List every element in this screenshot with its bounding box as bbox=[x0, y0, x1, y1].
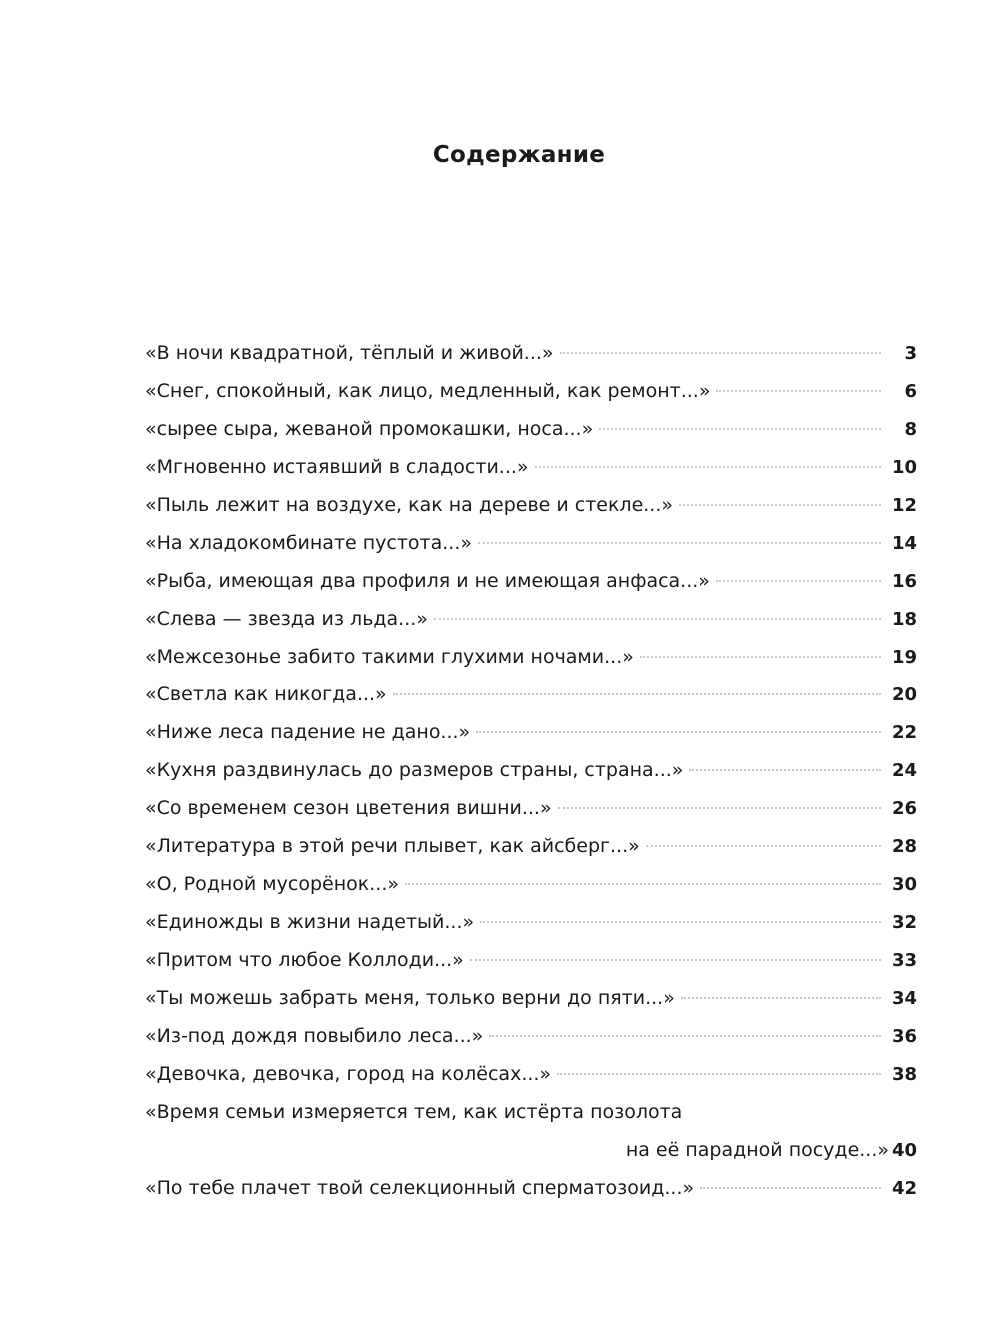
toc-page-number: 30 bbox=[891, 874, 917, 896]
toc-entry-title: «Со временем сезон цветения вишни...» bbox=[145, 797, 552, 820]
dot-leader bbox=[681, 997, 881, 999]
toc-entry[interactable] bbox=[145, 866, 917, 904]
toc-entry[interactable] bbox=[145, 601, 917, 639]
toc-page-number: 42 bbox=[891, 1177, 917, 1199]
toc-entry-title: «Единожды в жизни надетый...» bbox=[145, 911, 475, 934]
dot-leader bbox=[599, 428, 881, 430]
toc-entry[interactable] bbox=[145, 942, 917, 980]
toc-page-number: 12 bbox=[891, 494, 917, 516]
dot-leader bbox=[689, 769, 881, 771]
dot-leader bbox=[535, 466, 881, 468]
toc-page-number: 14 bbox=[891, 532, 917, 554]
dot-leader bbox=[405, 883, 881, 885]
toc-entry-title: «Пыль лежит на воздухе, как на дереве и стекле...» bbox=[145, 493, 674, 516]
toc-page-number: 6 bbox=[904, 380, 917, 402]
toc-entry-multiline[interactable] bbox=[145, 1094, 917, 1170]
page-title: Содержание bbox=[432, 142, 606, 168]
toc-entry[interactable] bbox=[145, 790, 917, 828]
toc-entry-title-line1: «Время семьи измеряется тем, как истёрта позолота bbox=[145, 1100, 683, 1123]
toc-page-number: 32 bbox=[891, 912, 917, 934]
table-of-contents bbox=[145, 335, 917, 1208]
toc-entry-title-line2-row bbox=[145, 1132, 917, 1170]
toc-page-number: 8 bbox=[904, 418, 917, 440]
toc-entry-title: «Кухня раздвинулась до размеров страны, страна...» bbox=[145, 759, 684, 782]
dot-leader bbox=[646, 845, 881, 847]
toc-entry-title: «Ниже леса падение не дано...» bbox=[145, 721, 471, 744]
toc-entry[interactable] bbox=[145, 904, 917, 942]
dot-leader bbox=[489, 1035, 881, 1037]
dot-leader bbox=[640, 656, 881, 658]
toc-entry-title: «Светла как никогда...» bbox=[145, 683, 387, 706]
dot-leader bbox=[434, 618, 881, 620]
toc-page-number: 24 bbox=[891, 760, 917, 782]
toc-page-number: 36 bbox=[891, 1025, 917, 1047]
toc-entry[interactable] bbox=[145, 676, 917, 714]
toc-entry[interactable] bbox=[145, 980, 917, 1018]
toc-entry[interactable] bbox=[145, 752, 917, 790]
toc-entry[interactable] bbox=[145, 639, 917, 677]
toc-entry-title-line2: на её парадной посуде...» bbox=[625, 1138, 889, 1161]
toc-page-number: 26 bbox=[891, 798, 917, 820]
toc-entry[interactable] bbox=[145, 1018, 917, 1056]
toc-entry-title: «Рыба, имеющая два профиля и не имеющая анфаса...» bbox=[145, 569, 710, 592]
toc-page-number: 28 bbox=[891, 836, 917, 858]
toc-page-number: 33 bbox=[891, 950, 917, 971]
dot-leader bbox=[558, 807, 881, 809]
dot-leader bbox=[557, 1073, 881, 1075]
toc-entry[interactable] bbox=[145, 449, 917, 487]
toc-entry[interactable] bbox=[145, 525, 917, 563]
toc-page-number: 38 bbox=[891, 1063, 917, 1085]
toc-page-number: 10 bbox=[891, 456, 917, 478]
toc-page-number: 19 bbox=[891, 646, 917, 668]
toc-entry[interactable] bbox=[145, 1170, 917, 1208]
toc-entry-title: «Снег, спокойный, как лицо, медленный, как ремонт...» bbox=[145, 379, 711, 402]
dot-leader bbox=[478, 542, 881, 544]
dot-leader bbox=[560, 352, 881, 354]
dot-leader bbox=[679, 504, 881, 506]
toc-entry-title: «Из-под дождя повыбило леса...» bbox=[145, 1024, 484, 1047]
toc-entry-title: «По тебе плачет твой селекционный сперматозоид...» bbox=[145, 1176, 695, 1199]
toc-page-number: 3 bbox=[904, 343, 917, 364]
dot-leader bbox=[716, 390, 881, 392]
toc-entry-title: «Девочка, девочка, город на колёсах...» bbox=[145, 1062, 552, 1085]
dot-leader bbox=[470, 959, 881, 961]
toc-entry[interactable] bbox=[145, 1056, 917, 1094]
toc-page-number: 18 bbox=[891, 608, 917, 630]
toc-entry-title: «Межсезонье забито такими глухими ночами...» bbox=[145, 645, 634, 668]
dot-leader bbox=[393, 693, 881, 695]
toc-entry[interactable] bbox=[145, 373, 917, 411]
toc-entry-title: «Притом что любое Коллоди...» bbox=[145, 949, 464, 971]
dot-leader bbox=[476, 731, 881, 733]
toc-entry[interactable] bbox=[145, 563, 917, 601]
toc-page-number: 20 bbox=[891, 684, 917, 706]
toc-page-number: 34 bbox=[891, 987, 917, 1009]
toc-entry-title: «Ты можешь забрать меня, только верни до пяти...» bbox=[145, 986, 675, 1009]
toc-entry-title: «На хладокомбинате пустота...» bbox=[145, 531, 473, 554]
dot-leader bbox=[700, 1187, 881, 1189]
toc-entry-title: «О, Родной мусорёнок...» bbox=[145, 873, 399, 896]
toc-entry-title: «Литература в этой речи плывет, как айсберг...» bbox=[145, 835, 640, 858]
toc-entry-title: «сырее сыра, жеваной промокашки, носа...» bbox=[145, 417, 594, 440]
dot-leader bbox=[480, 921, 881, 923]
toc-page-number: 40 bbox=[891, 1139, 917, 1161]
toc-entry[interactable] bbox=[145, 828, 917, 866]
toc-entry[interactable] bbox=[145, 714, 917, 752]
toc-entry-title: «Слева — звезда из льда...» bbox=[145, 607, 428, 630]
toc-entry-title: «В ночи квадратной, тёплый и живой...» bbox=[145, 342, 554, 364]
toc-entry-title: «Мгновенно истаявший в сладости...» bbox=[145, 455, 529, 478]
toc-entry[interactable] bbox=[145, 411, 917, 449]
dot-leader bbox=[716, 580, 881, 582]
toc-page-number: 22 bbox=[891, 722, 917, 744]
toc-page-number: 16 bbox=[891, 570, 917, 592]
toc-entry[interactable] bbox=[145, 487, 917, 525]
toc-entry[interactable] bbox=[145, 335, 917, 373]
